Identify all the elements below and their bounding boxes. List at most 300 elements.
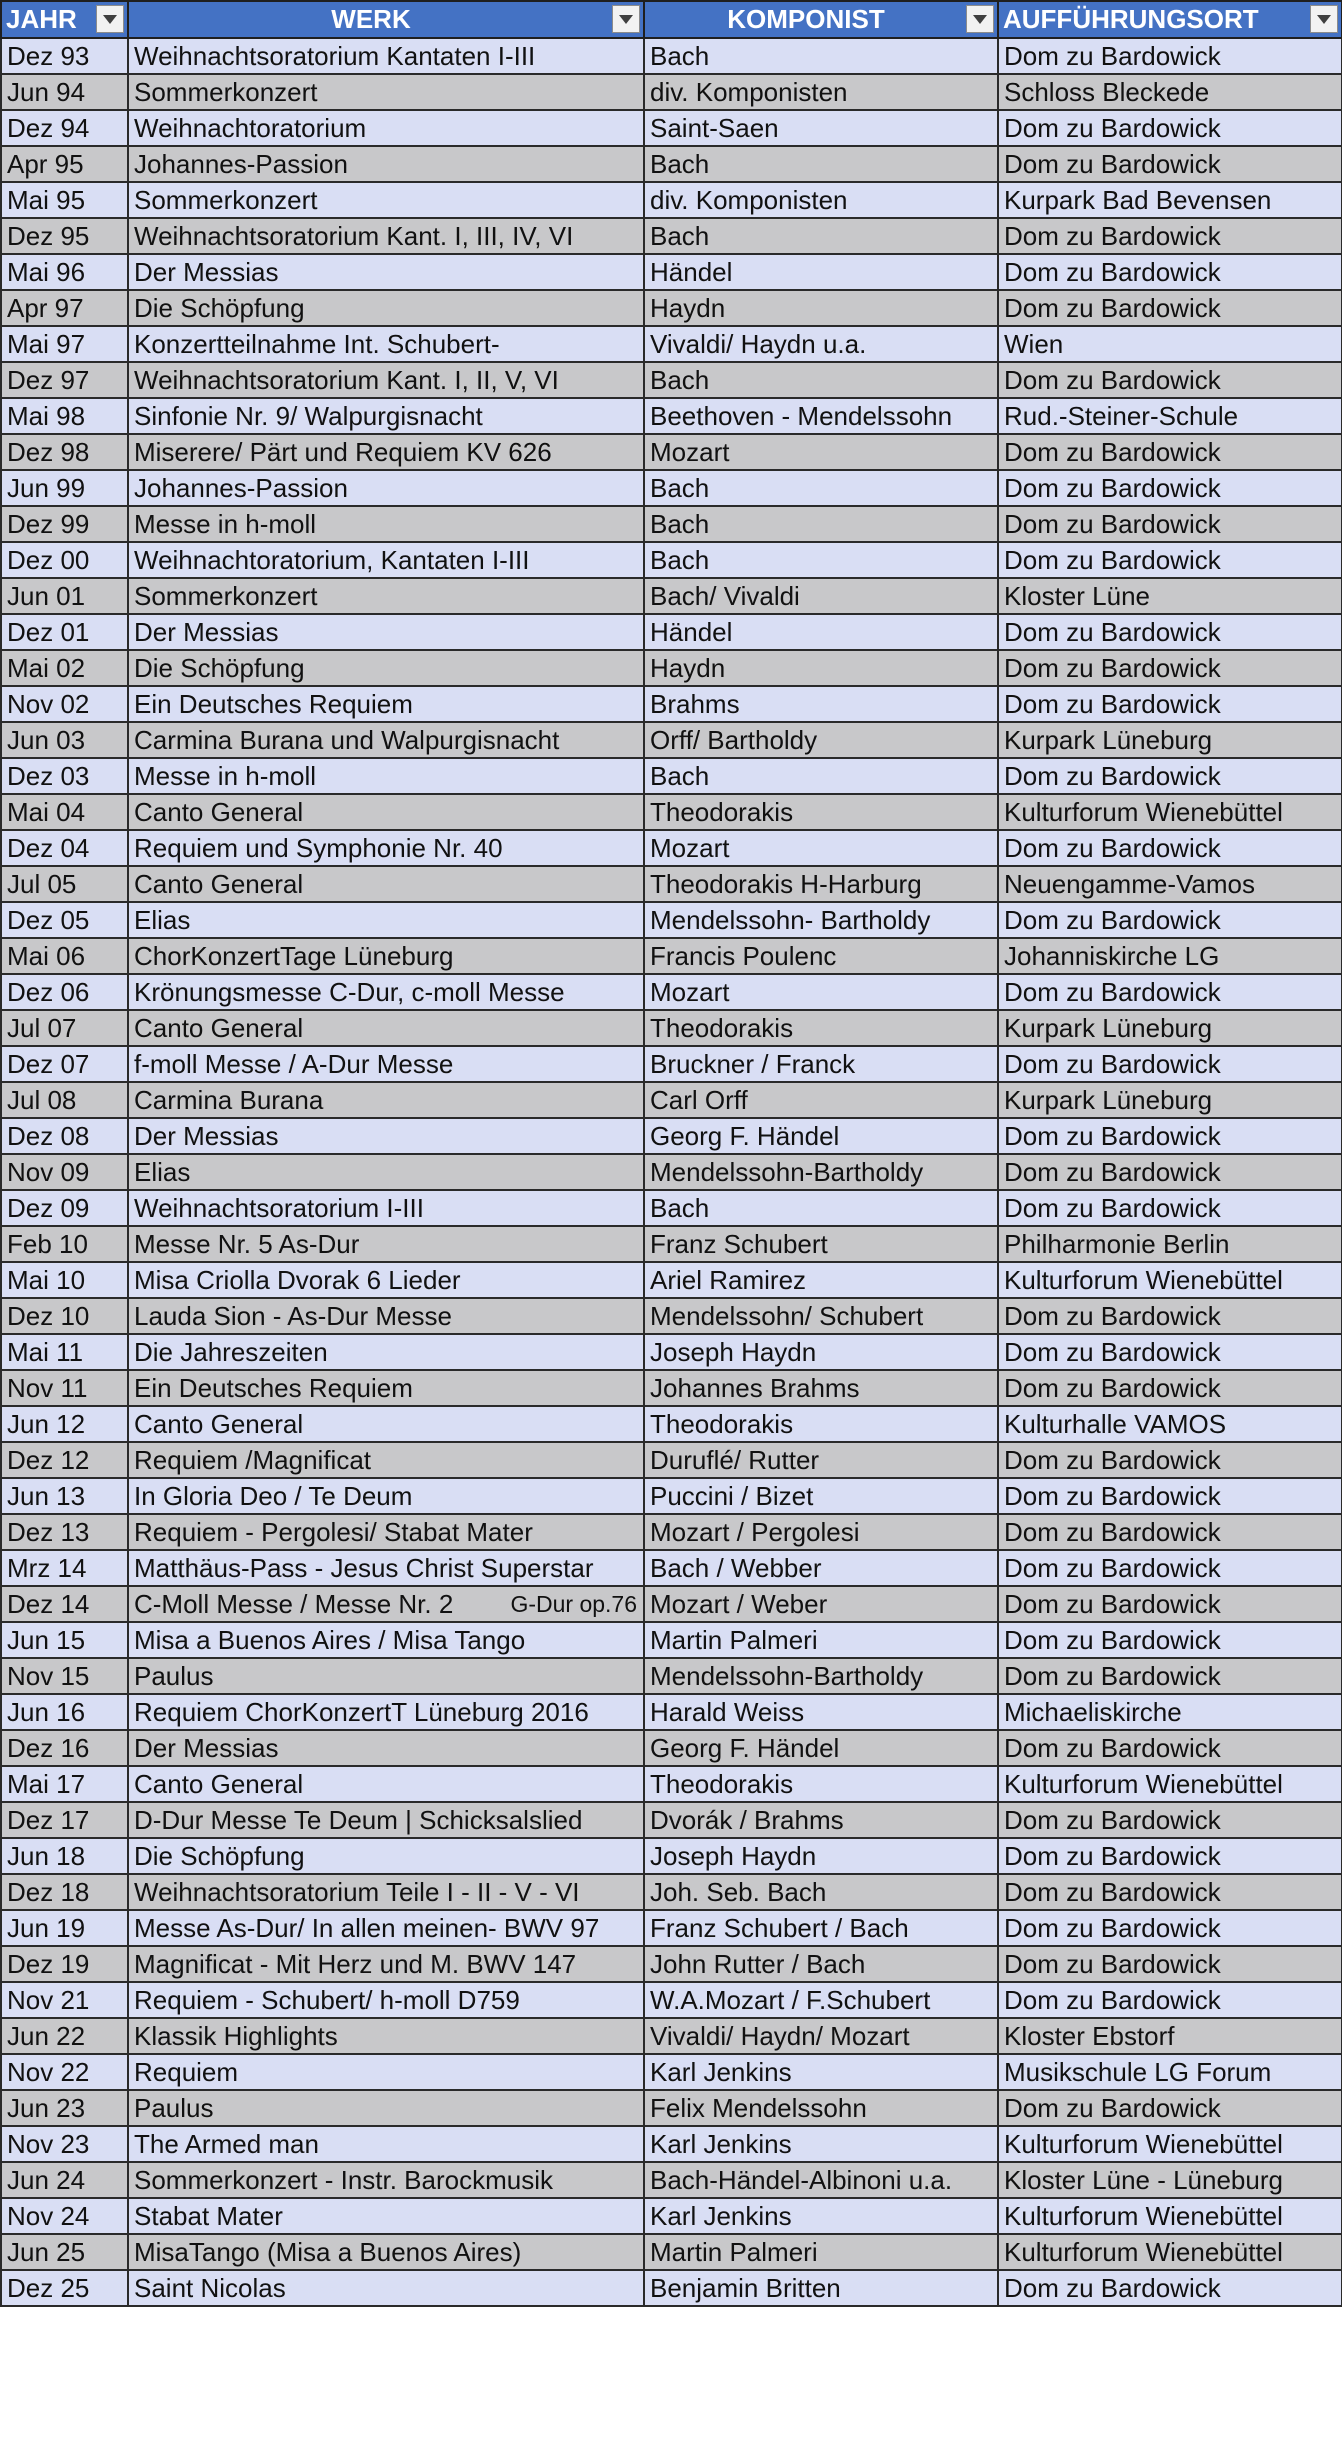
cell-ort[interactable] (998, 1514, 1342, 1550)
cell-ort-text: Kloster Ebstorf (1004, 2021, 1175, 2051)
cell-komponist[interactable] (644, 218, 998, 254)
cell-komponist[interactable] (644, 1046, 998, 1082)
cell-jahr[interactable] (1, 326, 128, 362)
cell-jahr[interactable] (1, 1406, 128, 1442)
cell-werk[interactable] (128, 1262, 644, 1298)
cell-jahr[interactable] (1, 1478, 128, 1514)
cell-jahr[interactable] (1, 1226, 128, 1262)
cell-ort[interactable] (998, 542, 1342, 578)
cell-werk[interactable] (128, 686, 644, 722)
cell-ort[interactable] (998, 1442, 1342, 1478)
cell-komponist[interactable] (644, 1514, 998, 1550)
cell-jahr[interactable] (1, 974, 128, 1010)
cell-jahr[interactable] (1, 2270, 128, 2306)
cell-jahr[interactable] (1, 2234, 128, 2270)
cell-jahr[interactable] (1, 254, 128, 290)
cell-ort[interactable] (998, 1622, 1342, 1658)
cell-jahr[interactable] (1, 1298, 128, 1334)
cell-werk[interactable] (128, 1658, 644, 1694)
cell-werk[interactable] (128, 2018, 644, 2054)
cell-komponist[interactable] (644, 2198, 998, 2234)
cell-werk-text: Canto General (134, 1013, 304, 1043)
header-jahr (1, 1, 128, 38)
cell-werk[interactable] (128, 182, 644, 218)
cell-komponist[interactable] (644, 2270, 998, 2306)
cell-werk[interactable] (128, 218, 644, 254)
cell-jahr[interactable] (1, 578, 128, 614)
cell-ort[interactable] (998, 722, 1342, 758)
cell-jahr[interactable] (1, 758, 128, 794)
cell-komponist[interactable] (644, 1154, 998, 1190)
cell-ort[interactable] (998, 74, 1342, 110)
cell-werk[interactable] (128, 254, 644, 290)
filter-dropdown-ort[interactable] (1310, 5, 1338, 33)
header-werk (128, 1, 644, 38)
cell-werk[interactable] (128, 974, 644, 1010)
cell-komponist[interactable] (644, 2054, 998, 2090)
cell-ort[interactable] (998, 1874, 1342, 1910)
cell-werk[interactable] (128, 2234, 644, 2270)
cell-jahr[interactable] (1, 1982, 128, 2018)
cell-werk-text: Carmina Burana (134, 1085, 324, 1115)
cell-werk[interactable] (128, 506, 644, 542)
cell-jahr[interactable] (1, 1334, 128, 1370)
cell-jahr[interactable] (1, 506, 128, 542)
cell-jahr[interactable] (1, 470, 128, 506)
cell-jahr[interactable] (1, 794, 128, 830)
cell-ort[interactable] (998, 146, 1342, 182)
cell-ort[interactable] (998, 650, 1342, 686)
cell-komponist[interactable] (644, 1262, 998, 1298)
cell-ort[interactable] (998, 38, 1342, 74)
cell-werk[interactable] (128, 1874, 644, 1910)
cell-ort-text: Dom zu Bardowick (1004, 689, 1221, 719)
cell-komponist[interactable] (644, 110, 998, 146)
cell-ort[interactable] (998, 2162, 1342, 2198)
cell-jahr[interactable] (1, 182, 128, 218)
cell-jahr[interactable] (1, 650, 128, 686)
cell-werk[interactable] (128, 1406, 644, 1442)
cell-werk[interactable] (128, 362, 644, 398)
cell-werk[interactable] (128, 2198, 644, 2234)
cell-werk[interactable] (128, 938, 644, 974)
cell-ort[interactable] (998, 2234, 1342, 2270)
cell-werk-text: Johannes-Passion (134, 473, 348, 503)
cell-jahr[interactable] (1, 2126, 128, 2162)
cell-komponist[interactable] (644, 578, 998, 614)
cell-werk[interactable] (128, 1226, 644, 1262)
cell-werk[interactable] (128, 1010, 644, 1046)
cell-werk-text: Weihnachtsoratorium Kantaten I-III (134, 41, 536, 71)
cell-komponist[interactable] (644, 1802, 998, 1838)
cell-jahr[interactable] (1, 2090, 128, 2126)
cell-ort-text: Dom zu Bardowick (1004, 1589, 1221, 1619)
cell-ort[interactable] (998, 290, 1342, 326)
cell-werk[interactable] (128, 2090, 644, 2126)
cell-komponist[interactable] (644, 2162, 998, 2198)
cell-jahr[interactable] (1, 110, 128, 146)
cell-komponist[interactable] (644, 362, 998, 398)
cell-komponist[interactable] (644, 1730, 998, 1766)
cell-ort[interactable] (998, 470, 1342, 506)
cell-komponist[interactable] (644, 1946, 998, 1982)
cell-ort[interactable] (998, 2018, 1342, 2054)
cell-werk[interactable] (128, 1694, 644, 1730)
cell-komponist[interactable] (644, 2090, 998, 2126)
cell-ort[interactable] (998, 1262, 1342, 1298)
cell-komponist[interactable] (644, 542, 998, 578)
cell-komponist-text: Vivaldi/ Haydn/ Mozart (650, 2021, 910, 2051)
cell-jahr[interactable] (1, 2018, 128, 2054)
cell-ort[interactable] (998, 1118, 1342, 1154)
cell-ort[interactable] (998, 1334, 1342, 1370)
cell-jahr[interactable] (1, 1766, 128, 1802)
cell-jahr[interactable] (1, 2198, 128, 2234)
cell-komponist[interactable] (644, 974, 998, 1010)
cell-ort[interactable] (998, 1406, 1342, 1442)
cell-ort[interactable] (998, 1226, 1342, 1262)
cell-werk[interactable] (128, 146, 644, 182)
cell-werk[interactable] (128, 1730, 644, 1766)
cell-werk[interactable] (128, 830, 644, 866)
cell-komponist-text: Theodorakis H-Harburg (650, 869, 922, 899)
cell-jahr[interactable] (1, 1010, 128, 1046)
cell-jahr[interactable] (1, 1694, 128, 1730)
cell-jahr[interactable] (1, 1586, 128, 1622)
cell-komponist[interactable] (644, 1838, 998, 1874)
cell-werk[interactable] (128, 110, 644, 146)
cell-werk[interactable] (128, 2270, 644, 2306)
cell-komponist-text: Dvorák / Brahms (650, 1805, 844, 1835)
table-row (1, 1190, 1342, 1226)
table-row (1, 110, 1342, 146)
cell-werk[interactable] (128, 1478, 644, 1514)
cell-jahr[interactable] (1, 434, 128, 470)
cell-werk[interactable] (128, 1298, 644, 1334)
cell-werk[interactable] (128, 1118, 644, 1154)
cell-jahr[interactable] (1, 1046, 128, 1082)
cell-werk[interactable] (128, 1370, 644, 1406)
cell-ort[interactable] (998, 1046, 1342, 1082)
cell-komponist[interactable] (644, 1082, 998, 1118)
cell-komponist[interactable] (644, 1370, 998, 1406)
cell-ort[interactable] (998, 1766, 1342, 1802)
cell-ort[interactable] (998, 1910, 1342, 1946)
cell-jahr[interactable] (1, 1910, 128, 1946)
cell-komponist[interactable] (644, 794, 998, 830)
cell-werk[interactable] (128, 326, 644, 362)
cell-komponist-text: Benjamin Britten (650, 2273, 841, 2303)
cell-komponist[interactable] (644, 1982, 998, 2018)
cell-komponist[interactable] (644, 614, 998, 650)
cell-jahr[interactable] (1, 1658, 128, 1694)
cell-werk[interactable] (128, 650, 644, 686)
cell-komponist-text: Franz Schubert (650, 1229, 828, 1259)
cell-ort[interactable] (998, 1154, 1342, 1190)
cell-jahr[interactable] (1, 1082, 128, 1118)
cell-jahr[interactable] (1, 1442, 128, 1478)
cell-ort-text: Dom zu Bardowick (1004, 1805, 1221, 1835)
cell-jahr[interactable] (1, 1190, 128, 1226)
cell-werk[interactable] (128, 1082, 644, 1118)
cell-werk[interactable] (128, 2054, 644, 2090)
cell-ort-text: Wien (1004, 329, 1064, 359)
cell-werk[interactable] (128, 614, 644, 650)
cell-werk[interactable] (128, 1946, 644, 1982)
cell-ort[interactable] (998, 1946, 1342, 1982)
cell-werk-text: Paulus (134, 2093, 214, 2123)
cell-werk-text: Misa Criolla Dvorak 6 Lieder (134, 1265, 461, 1295)
cell-jahr-text: Dez 25 (7, 2273, 90, 2303)
cell-ort[interactable] (998, 758, 1342, 794)
table-body (1, 38, 1342, 2306)
cell-jahr[interactable] (1, 1118, 128, 1154)
cell-komponist[interactable] (644, 1190, 998, 1226)
cell-komponist-text: div. Komponisten (650, 77, 848, 107)
cell-komponist[interactable] (644, 686, 998, 722)
cell-werk[interactable] (128, 1586, 644, 1622)
cell-werk[interactable] (128, 722, 644, 758)
cell-werk[interactable] (128, 578, 644, 614)
cell-werk-text: Sommerkonzert - Instr. Barockmusik (134, 2165, 553, 2195)
cell-ort[interactable] (998, 2090, 1342, 2126)
cell-werk[interactable] (128, 866, 644, 902)
cell-ort[interactable] (998, 110, 1342, 146)
cell-jahr[interactable] (1, 614, 128, 650)
cell-komponist[interactable] (644, 902, 998, 938)
cell-komponist[interactable] (644, 1478, 998, 1514)
cell-komponist[interactable] (644, 938, 998, 974)
cell-jahr-text: Nov 09 (7, 1157, 90, 1187)
cell-komponist[interactable] (644, 758, 998, 794)
cell-werk[interactable] (128, 1766, 644, 1802)
cell-ort[interactable] (998, 398, 1342, 434)
cell-ort[interactable] (998, 1082, 1342, 1118)
cell-werk[interactable] (128, 2126, 644, 2162)
cell-ort[interactable] (998, 1730, 1342, 1766)
cell-komponist[interactable] (644, 1298, 998, 1334)
cell-komponist[interactable] (644, 146, 998, 182)
cell-werk[interactable] (128, 2162, 644, 2198)
cell-jahr[interactable] (1, 1154, 128, 1190)
cell-jahr[interactable] (1, 686, 128, 722)
cell-komponist[interactable] (644, 506, 998, 542)
cell-ort[interactable] (998, 1190, 1342, 1226)
table-row (1, 1298, 1342, 1334)
cell-komponist[interactable] (644, 2126, 998, 2162)
cell-jahr[interactable] (1, 290, 128, 326)
cell-werk[interactable] (128, 758, 644, 794)
cell-ort[interactable] (998, 578, 1342, 614)
cell-jahr[interactable] (1, 1370, 128, 1406)
cell-jahr[interactable] (1, 722, 128, 758)
cell-werk[interactable] (128, 1334, 644, 1370)
cell-komponist-text: div. Komponisten (650, 185, 848, 215)
cell-jahr[interactable] (1, 866, 128, 902)
cell-ort[interactable] (998, 686, 1342, 722)
cell-komponist[interactable] (644, 398, 998, 434)
cell-ort[interactable] (998, 2198, 1342, 2234)
cell-werk[interactable] (128, 434, 644, 470)
cell-jahr[interactable] (1, 1730, 128, 1766)
table-row (1, 1370, 1342, 1406)
cell-komponist[interactable] (644, 1550, 998, 1586)
cell-komponist[interactable] (644, 1622, 998, 1658)
filter-dropdown-jahr[interactable] (96, 5, 124, 33)
cell-komponist[interactable] (644, 1586, 998, 1622)
cell-ort[interactable] (998, 1370, 1342, 1406)
cell-jahr[interactable] (1, 74, 128, 110)
cell-jahr[interactable] (1, 902, 128, 938)
cell-ort[interactable] (998, 1586, 1342, 1622)
cell-werk[interactable] (128, 1910, 644, 1946)
cell-ort[interactable] (998, 182, 1342, 218)
cell-ort[interactable] (998, 254, 1342, 290)
cell-komponist[interactable] (644, 650, 998, 686)
cell-komponist[interactable] (644, 1658, 998, 1694)
cell-ort-text: Dom zu Bardowick (1004, 905, 1221, 935)
cell-ort[interactable] (998, 1694, 1342, 1730)
cell-werk[interactable] (128, 1046, 644, 1082)
cell-jahr[interactable] (1, 362, 128, 398)
cell-komponist[interactable] (644, 38, 998, 74)
cell-werk[interactable] (128, 398, 644, 434)
cell-ort[interactable] (998, 506, 1342, 542)
cell-jahr[interactable] (1, 1550, 128, 1586)
cell-komponist-text: Theodorakis (650, 1013, 794, 1043)
cell-werk[interactable] (128, 1190, 644, 1226)
cell-jahr[interactable] (1, 1514, 128, 1550)
cell-jahr[interactable] (1, 38, 128, 74)
cell-ort[interactable] (998, 2270, 1342, 2306)
cell-ort[interactable] (998, 974, 1342, 1010)
table-row (1, 362, 1342, 398)
cell-werk[interactable] (128, 38, 644, 74)
cell-ort[interactable] (998, 1802, 1342, 1838)
cell-jahr[interactable] (1, 1946, 128, 1982)
cell-komponist[interactable] (644, 74, 998, 110)
cell-komponist[interactable] (644, 1406, 998, 1442)
cell-werk[interactable] (128, 794, 644, 830)
cell-ort[interactable] (998, 1982, 1342, 2018)
cell-ort[interactable] (998, 938, 1342, 974)
cell-komponist[interactable] (644, 1334, 998, 1370)
cell-komponist[interactable] (644, 434, 998, 470)
table-row (1, 1622, 1342, 1658)
cell-komponist[interactable] (644, 722, 998, 758)
cell-werk[interactable] (128, 290, 644, 326)
cell-ort-text: Dom zu Bardowick (1004, 149, 1221, 179)
cell-werk[interactable] (128, 1622, 644, 1658)
cell-ort[interactable] (998, 830, 1342, 866)
cell-komponist[interactable] (644, 830, 998, 866)
cell-komponist[interactable] (644, 1118, 998, 1154)
cell-jahr[interactable] (1, 1262, 128, 1298)
cell-ort[interactable] (998, 1550, 1342, 1586)
table-row (1, 1586, 1342, 1622)
cell-jahr[interactable] (1, 1802, 128, 1838)
cell-werk[interactable] (128, 1838, 644, 1874)
cell-komponist[interactable] (644, 2018, 998, 2054)
cell-komponist[interactable] (644, 2234, 998, 2270)
filter-dropdown-komponist[interactable] (966, 5, 994, 33)
cell-komponist[interactable] (644, 290, 998, 326)
cell-werk[interactable] (128, 74, 644, 110)
cell-ort[interactable] (998, 1838, 1342, 1874)
cell-ort-text: Rud.-Steiner-Schule (1004, 401, 1239, 431)
cell-jahr[interactable] (1, 830, 128, 866)
cell-werk[interactable] (128, 1550, 644, 1586)
cell-komponist-text: Händel (650, 257, 733, 287)
cell-jahr[interactable] (1, 2054, 128, 2090)
cell-jahr[interactable] (1, 1622, 128, 1658)
cell-ort-text: Dom zu Bardowick (1004, 977, 1221, 1007)
cell-jahr[interactable] (1, 218, 128, 254)
cell-ort[interactable] (998, 614, 1342, 650)
cell-jahr[interactable] (1, 2162, 128, 2198)
cell-komponist[interactable] (644, 470, 998, 506)
cell-ort[interactable] (998, 2126, 1342, 2162)
cell-jahr[interactable] (1, 398, 128, 434)
cell-ort[interactable] (998, 866, 1342, 902)
cell-komponist[interactable] (644, 326, 998, 362)
cell-komponist[interactable] (644, 1874, 998, 1910)
cell-werk[interactable] (128, 902, 644, 938)
cell-ort[interactable] (998, 794, 1342, 830)
cell-komponist[interactable] (644, 254, 998, 290)
cell-ort[interactable] (998, 902, 1342, 938)
cell-ort-text: Dom zu Bardowick (1004, 1517, 1221, 1547)
cell-komponist[interactable] (644, 182, 998, 218)
cell-jahr-text: Jun 25 (7, 2237, 86, 2267)
cell-werk[interactable] (128, 1982, 644, 2018)
cell-ort[interactable] (998, 2054, 1342, 2090)
cell-komponist[interactable] (644, 1910, 998, 1946)
cell-ort[interactable] (998, 1658, 1342, 1694)
cell-ort[interactable] (998, 434, 1342, 470)
cell-jahr[interactable] (1, 1874, 128, 1910)
cell-werk[interactable] (128, 542, 644, 578)
cell-ort[interactable] (998, 1478, 1342, 1514)
cell-komponist[interactable] (644, 1766, 998, 1802)
cell-ort[interactable] (998, 362, 1342, 398)
cell-ort-text: Kulturforum Wienebüttel (1004, 2129, 1283, 2159)
cell-komponist[interactable] (644, 1226, 998, 1262)
cell-werk[interactable] (128, 1514, 644, 1550)
table-row (1, 974, 1342, 1010)
cell-werk-text: ChorKonzertTage Lüneburg (134, 941, 454, 971)
cell-komponist[interactable] (644, 1694, 998, 1730)
cell-ort[interactable] (998, 218, 1342, 254)
cell-jahr[interactable] (1, 146, 128, 182)
cell-ort[interactable] (998, 1010, 1342, 1046)
cell-komponist-text: Martin Palmeri (650, 2237, 818, 2267)
cell-ort[interactable] (998, 1298, 1342, 1334)
cell-komponist[interactable] (644, 1010, 998, 1046)
filter-dropdown-werk[interactable] (612, 5, 640, 33)
cell-jahr[interactable] (1, 938, 128, 974)
cell-werk[interactable] (128, 1802, 644, 1838)
cell-werk[interactable] (128, 470, 644, 506)
cell-ort[interactable] (998, 326, 1342, 362)
cell-jahr[interactable] (1, 1838, 128, 1874)
cell-komponist[interactable] (644, 866, 998, 902)
cell-werk[interactable] (128, 1442, 644, 1478)
cell-jahr[interactable] (1, 542, 128, 578)
table-row (1, 1046, 1342, 1082)
cell-komponist[interactable] (644, 1442, 998, 1478)
cell-werk[interactable] (128, 1154, 644, 1190)
